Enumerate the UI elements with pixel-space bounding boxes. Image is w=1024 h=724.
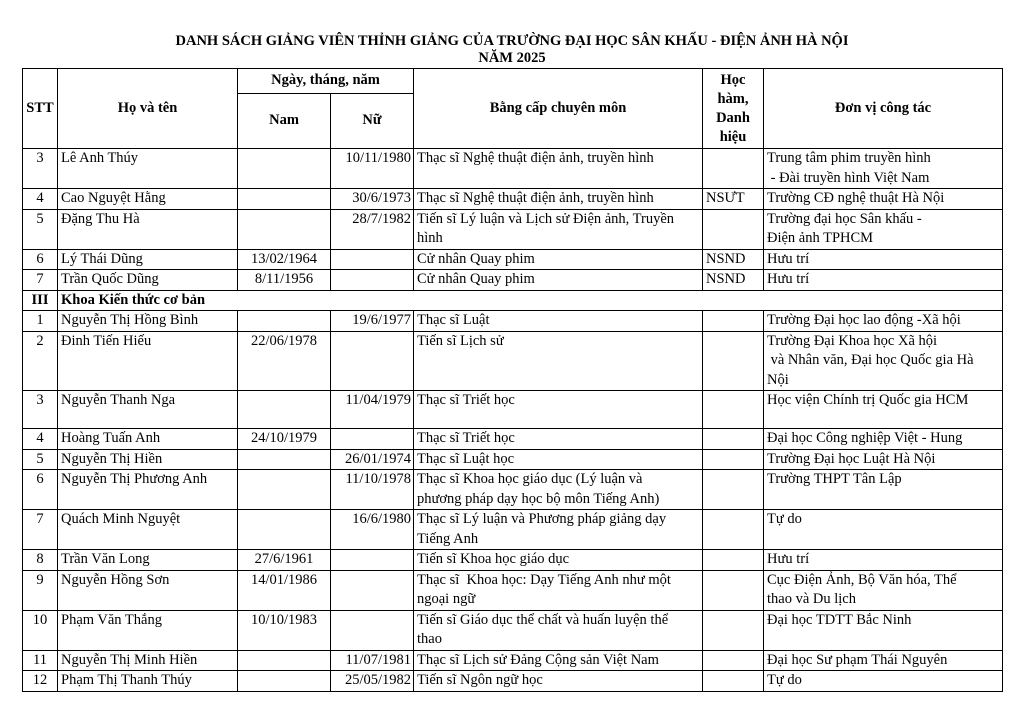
cell-unit: Trường Đại học Luật Hà Nội bbox=[764, 449, 1003, 470]
unit-line: Điện ảnh TPHCM bbox=[767, 230, 874, 246]
cell-female-dob bbox=[331, 331, 414, 391]
cell-female-dob: 16/6/1980 bbox=[331, 510, 414, 550]
cell-name: Nguyễn Thị Phương Anh bbox=[58, 470, 238, 510]
cell-degree: Cử nhân Quay phim bbox=[414, 270, 703, 291]
cell-name: Phạm Văn Thắng bbox=[58, 610, 238, 650]
cell-female-dob bbox=[331, 249, 414, 270]
degree-line: thao bbox=[417, 631, 442, 647]
cell-degree: Thạc sĩ Lịch sử Đảng Cộng sản Việt Nam bbox=[414, 650, 703, 671]
degree-line: Tiếng Anh bbox=[417, 530, 479, 547]
header-title-line: hiệu bbox=[719, 128, 747, 145]
unit-line: Trung tâm phim truyền hình bbox=[767, 150, 931, 166]
cell-degree: Tiến sĩ Ngôn ngữ học bbox=[414, 671, 703, 692]
cell-unit bbox=[764, 209, 1003, 249]
cell-name: Hoàng Tuấn Anh bbox=[58, 429, 238, 450]
table-row bbox=[23, 270, 1003, 291]
cell-name: Nguyễn Hồng Sơn bbox=[58, 570, 238, 610]
cell-unit: Hưu trí bbox=[764, 550, 1003, 571]
cell-title bbox=[703, 311, 764, 332]
cell-female-dob: 11/10/1978 bbox=[331, 470, 414, 510]
degree-line: Thạc sĩ Khoa học giáo dục (Lý luận và bbox=[417, 471, 643, 487]
cell-unit: Đại học Sư phạm Thái Nguyên bbox=[764, 650, 1003, 671]
header-academic-title bbox=[703, 69, 764, 149]
cell-female-dob bbox=[331, 429, 414, 450]
cell-male-dob: 13/02/1964 bbox=[238, 249, 331, 270]
table-row bbox=[23, 570, 1003, 610]
cell-stt: 1 bbox=[23, 311, 58, 332]
cell-degree bbox=[414, 510, 703, 550]
table-row bbox=[23, 510, 1003, 550]
lecturer-table bbox=[22, 68, 1003, 692]
table-row bbox=[23, 149, 1003, 189]
cell-unit bbox=[764, 331, 1003, 391]
cell-unit: Học viện Chính trị Quốc gia HCM bbox=[764, 391, 1003, 429]
cell-male-dob bbox=[238, 470, 331, 510]
cell-stt: 2 bbox=[23, 331, 58, 391]
cell-degree: Thạc sĩ Triết học bbox=[414, 429, 703, 450]
cell-title: NSƯT bbox=[703, 189, 764, 210]
cell-unit: Trường THPT Tân Lập bbox=[764, 470, 1003, 510]
header-female: Nữ bbox=[331, 94, 414, 149]
cell-name: Lý Thái Dũng bbox=[58, 249, 238, 270]
cell-female-dob: 25/05/1982 bbox=[331, 671, 414, 692]
cell-stt: 4 bbox=[23, 429, 58, 450]
cell-male-dob bbox=[238, 189, 331, 210]
table-row bbox=[23, 449, 1003, 470]
header-name: Họ và tên bbox=[58, 69, 238, 149]
cell-female-dob: 26/01/1974 bbox=[331, 449, 414, 470]
cell-male-dob: 14/01/1986 bbox=[238, 570, 331, 610]
cell-degree: Thạc sĩ Nghệ thuật điện ảnh, truyền hình bbox=[414, 189, 703, 210]
table-row bbox=[23, 650, 1003, 671]
header-stt: STT bbox=[23, 69, 58, 149]
cell-stt: 6 bbox=[23, 249, 58, 270]
header-dob: Ngày, tháng, năm bbox=[238, 69, 414, 94]
degree-line: hình bbox=[417, 230, 443, 246]
cell-title bbox=[703, 331, 764, 391]
document-title: DANH SÁCH GIẢNG VIÊN THỈNH GIẢNG CỦA TRƯỜNG ĐẠI HỌC SÂN KHẤU - ĐIỆN ẢNH HÀ NỘI bbox=[175, 33, 849, 49]
header-male: Nam bbox=[238, 94, 331, 149]
cell-female-dob bbox=[331, 550, 414, 571]
cell-male-dob bbox=[238, 510, 331, 550]
cell-degree: Thạc sĩ Triết học bbox=[414, 391, 703, 429]
header-unit: Đơn vị công tác bbox=[764, 69, 1003, 149]
cell-unit: Hưu trí bbox=[764, 249, 1003, 270]
cell-stt: 8 bbox=[23, 550, 58, 571]
cell-unit: Trường CĐ nghệ thuật Hà Nội bbox=[764, 189, 1003, 210]
cell-stt: 7 bbox=[23, 270, 58, 291]
cell-degree: Tiến sĩ Lịch sử bbox=[414, 331, 703, 391]
table-row bbox=[23, 550, 1003, 571]
unit-line: thao và Du lịch bbox=[767, 591, 856, 607]
cell-name: Nguyễn Thanh Nga bbox=[58, 391, 238, 429]
cell-male-dob: 22/06/1978 bbox=[238, 331, 331, 391]
cell-female-dob: 30/6/1973 bbox=[331, 189, 414, 210]
table-row bbox=[23, 311, 1003, 332]
cell-degree bbox=[414, 470, 703, 510]
cell-title bbox=[703, 650, 764, 671]
cell-name: Quách Minh Nguyệt bbox=[58, 510, 238, 550]
cell-male-dob bbox=[238, 149, 331, 189]
cell-female-dob: 11/07/1981 bbox=[331, 650, 414, 671]
header-title-line: Học bbox=[720, 71, 746, 88]
degree-line: Tiến sĩ Giáo dục thể chất và huấn luyện thể bbox=[417, 611, 669, 628]
cell-name: Trần Văn Long bbox=[58, 550, 238, 571]
cell-name: Cao Nguyệt Hằng bbox=[58, 189, 238, 210]
cell-name: Đặng Thu Hà bbox=[58, 209, 238, 249]
unit-line: Trường đại học Sân khấu - bbox=[767, 210, 922, 227]
cell-unit: Trường Đại học lao động -Xã hội bbox=[764, 311, 1003, 332]
table-row bbox=[23, 209, 1003, 249]
degree-line: Thạc sĩ Khoa học: Dạy Tiếng Anh như một bbox=[417, 571, 671, 588]
cell-title bbox=[703, 510, 764, 550]
table-row bbox=[23, 470, 1003, 510]
cell-unit: Tự do bbox=[764, 510, 1003, 550]
cell-stt: 5 bbox=[23, 449, 58, 470]
degree-line: Thạc sĩ Lý luận và Phương pháp giảng dạy bbox=[417, 511, 667, 527]
cell-unit: Hưu trí bbox=[764, 270, 1003, 291]
cell-stt: 7 bbox=[23, 510, 58, 550]
cell-title bbox=[703, 209, 764, 249]
cell-unit bbox=[764, 570, 1003, 610]
cell-stt: 10 bbox=[23, 610, 58, 650]
cell-stt: 11 bbox=[23, 650, 58, 671]
cell-title: NSND bbox=[703, 270, 764, 291]
cell-degree: Thạc sĩ Luật học bbox=[414, 449, 703, 470]
cell-title bbox=[703, 470, 764, 510]
cell-name: Trần Quốc Dũng bbox=[58, 270, 238, 291]
table-row bbox=[23, 189, 1003, 210]
table-row bbox=[23, 331, 1003, 391]
cell-female-dob: 28/7/1982 bbox=[331, 209, 414, 249]
cell-unit: Đại học Công nghiệp Việt - Hung bbox=[764, 429, 1003, 450]
cell-stt: 12 bbox=[23, 671, 58, 692]
section-number: III bbox=[23, 290, 58, 311]
cell-title bbox=[703, 610, 764, 650]
unit-line: và Nhân văn, Đại học Quốc gia Hà bbox=[767, 352, 974, 368]
cell-stt: 3 bbox=[23, 391, 58, 429]
cell-male-dob bbox=[238, 311, 331, 332]
cell-unit bbox=[764, 149, 1003, 189]
table-row bbox=[23, 610, 1003, 650]
cell-female-dob bbox=[331, 570, 414, 610]
header-title-line: Danh bbox=[716, 109, 750, 126]
cell-female-dob: 19/6/1977 bbox=[331, 311, 414, 332]
cell-female-dob: 10/11/1980 bbox=[331, 149, 414, 189]
table-row bbox=[23, 429, 1003, 450]
document-year: NĂM 2025 bbox=[478, 50, 546, 66]
cell-stt: 4 bbox=[23, 189, 58, 210]
header-degree: Bằng cấp chuyên môn bbox=[414, 69, 703, 149]
cell-male-dob bbox=[238, 209, 331, 249]
cell-degree bbox=[414, 209, 703, 249]
cell-title bbox=[703, 149, 764, 189]
cell-stt: 3 bbox=[23, 149, 58, 189]
cell-degree: Thạc sĩ Luật bbox=[414, 311, 703, 332]
cell-male-dob bbox=[238, 449, 331, 470]
cell-male-dob: 24/10/1979 bbox=[238, 429, 331, 450]
cell-name: Lê Anh Thúy bbox=[58, 149, 238, 189]
cell-stt: 9 bbox=[23, 570, 58, 610]
header-title-line: hàm, bbox=[717, 90, 749, 107]
unit-line: Cục Điện Ảnh, Bộ Văn hóa, Thể bbox=[767, 571, 957, 588]
cell-male-dob: 10/10/1983 bbox=[238, 610, 331, 650]
cell-male-dob: 8/11/1956 bbox=[238, 270, 331, 291]
cell-degree: Cử nhân Quay phim bbox=[414, 249, 703, 270]
cell-stt: 5 bbox=[23, 209, 58, 249]
cell-degree: Tiến sĩ Khoa học giáo dục bbox=[414, 550, 703, 571]
cell-male-dob bbox=[238, 650, 331, 671]
cell-degree bbox=[414, 610, 703, 650]
table-row bbox=[23, 391, 1003, 429]
cell-male-dob: 27/6/1961 bbox=[238, 550, 331, 571]
cell-name: Phạm Thị Thanh Thúy bbox=[58, 671, 238, 692]
cell-degree bbox=[414, 570, 703, 610]
cell-female-dob bbox=[331, 270, 414, 291]
cell-name: Đinh Tiến Hiếu bbox=[58, 331, 238, 391]
cell-degree: Thạc sĩ Nghệ thuật điện ảnh, truyền hình bbox=[414, 149, 703, 189]
cell-stt: 6 bbox=[23, 470, 58, 510]
cell-name: Nguyễn Thị Hồng Bình bbox=[58, 311, 238, 332]
unit-line: Nội bbox=[767, 371, 789, 388]
degree-line: Tiến sĩ Lý luận và Lịch sử Điện ảnh, Truyền bbox=[417, 210, 675, 227]
cell-title bbox=[703, 671, 764, 692]
section-title: Khoa Kiến thức cơ bản bbox=[58, 290, 1003, 311]
cell-title bbox=[703, 449, 764, 470]
cell-title bbox=[703, 429, 764, 450]
cell-title bbox=[703, 570, 764, 610]
cell-title bbox=[703, 550, 764, 571]
cell-female-dob: 11/04/1979 bbox=[331, 391, 414, 429]
section-row bbox=[23, 290, 1003, 311]
unit-line: - Đài truyền hình Việt Nam bbox=[767, 169, 930, 186]
cell-female-dob bbox=[331, 610, 414, 650]
table-row bbox=[23, 671, 1003, 692]
cell-name: Nguyễn Thị Minh Hiền bbox=[58, 650, 238, 671]
cell-title bbox=[703, 391, 764, 429]
cell-name: Nguyễn Thị Hiền bbox=[58, 449, 238, 470]
cell-unit: Tự do bbox=[764, 671, 1003, 692]
degree-line: ngoại ngữ bbox=[417, 591, 476, 607]
degree-line: phương pháp dạy học bộ môn Tiếng Anh) bbox=[417, 490, 660, 507]
table-row bbox=[23, 249, 1003, 270]
cell-male-dob bbox=[238, 391, 331, 429]
cell-unit: Đại học TDTT Bắc Ninh bbox=[764, 610, 1003, 650]
unit-line: Trường Đại Khoa học Xã hội bbox=[767, 332, 938, 349]
cell-male-dob bbox=[238, 671, 331, 692]
cell-title: NSND bbox=[703, 249, 764, 270]
